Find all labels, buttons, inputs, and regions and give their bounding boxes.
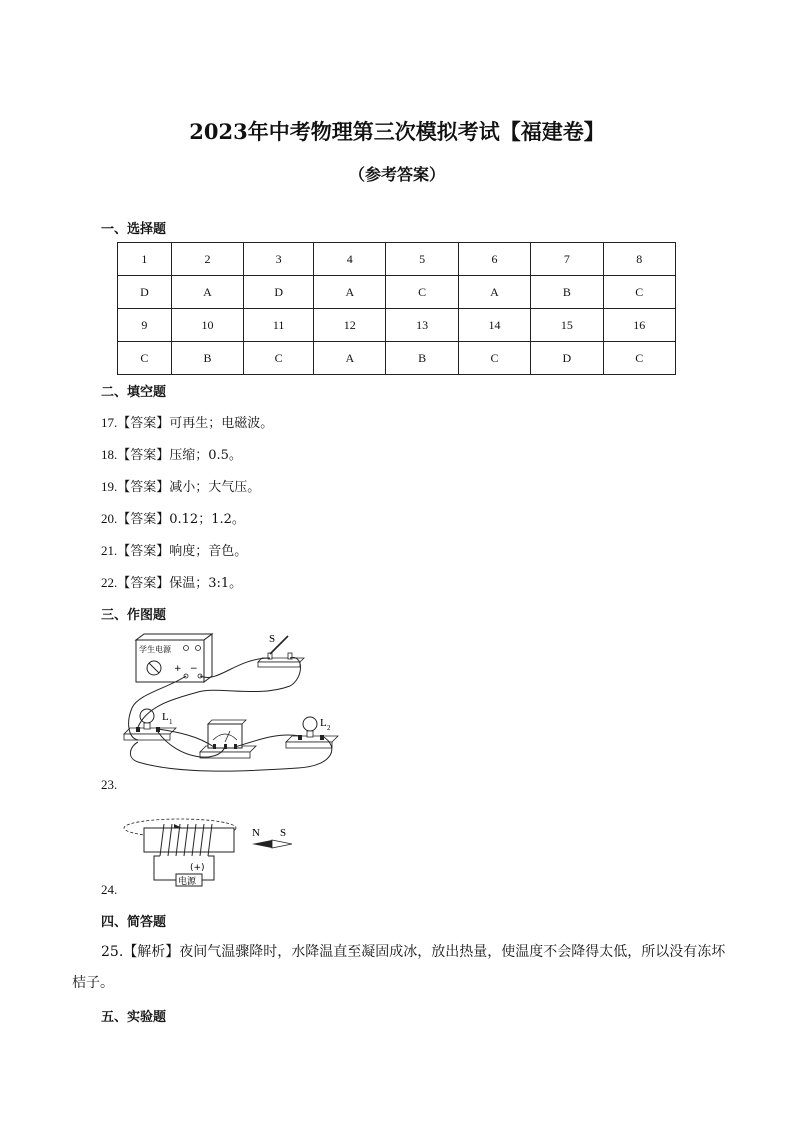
- table-cell: A: [314, 342, 386, 375]
- table-cell: C: [603, 276, 675, 309]
- answer-text: 【答案】减小；大气压。: [117, 480, 261, 495]
- lamp2-subscript: 2: [327, 724, 331, 732]
- table-cell: B: [386, 342, 458, 375]
- power-supply: [136, 634, 212, 682]
- table-cell: D: [244, 276, 314, 309]
- plus-label: (+): [190, 863, 205, 873]
- table-cell: 3: [244, 243, 314, 276]
- answer-18: [101, 444, 242, 463]
- answer-text: 【答案】0.12；1.2。: [117, 512, 245, 527]
- bulb-icon: [140, 709, 154, 723]
- answer-22: [101, 572, 242, 591]
- answer-text: 【答案】响度；音色。: [117, 544, 248, 559]
- power-label: 学生电源: [139, 645, 171, 654]
- switch-label: S: [269, 633, 276, 645]
- lamp2-label: L: [320, 717, 327, 729]
- answer-number: 20.: [101, 511, 118, 526]
- answer-number: 18.: [101, 447, 118, 462]
- table-cell: B: [171, 342, 243, 375]
- section-heading-experiment: 五、实验题: [101, 1010, 167, 1025]
- answer-25: 25.【解析】夜间气温骤降时，水降温直至凝固成冰，放出热量，使温度不会降得太低，所以没有冻坏桔子。: [72, 944, 726, 991]
- table-cell: 10: [171, 309, 243, 342]
- table-row: [118, 342, 676, 375]
- ammeter: [200, 720, 256, 758]
- table-cell: C: [458, 342, 530, 375]
- section-heading-drawing: 三、作图题: [101, 608, 167, 623]
- answer-text: 【答案】压缩；0.5。: [117, 448, 242, 463]
- table-cell: C: [603, 342, 675, 375]
- lamp1-label: L: [162, 711, 169, 723]
- section-heading-fill: 二、填空题: [101, 385, 167, 400]
- bulb-icon: [303, 717, 317, 731]
- table-row: [118, 309, 676, 342]
- compass-needle: [252, 827, 292, 848]
- table-cell: 11: [244, 309, 314, 342]
- source-label: 电源: [178, 877, 197, 887]
- table-row: [118, 243, 676, 276]
- answer-19: [101, 476, 260, 495]
- table-cell: B: [531, 276, 603, 309]
- answer-number: 17.: [101, 415, 118, 430]
- figure-24-number: 24.: [101, 882, 118, 897]
- table-row: [118, 276, 676, 309]
- table-cell: C: [244, 342, 314, 375]
- table-cell: 4: [314, 243, 386, 276]
- table-cell: 9: [118, 309, 172, 342]
- circuit-diagram: [118, 628, 358, 776]
- south-label: S: [280, 827, 287, 839]
- table-cell: D: [531, 342, 603, 375]
- solenoid-diagram: [120, 808, 300, 890]
- table-cell: 16: [603, 309, 675, 342]
- answer-20: [101, 508, 245, 527]
- table-cell: 1: [118, 243, 172, 276]
- figure-23-number: 23.: [101, 777, 118, 792]
- page-title: 2023年中考物理第三次模拟考试【福建卷】: [189, 119, 605, 144]
- plus-sign: +: [174, 664, 182, 674]
- table-cell: 6: [458, 243, 530, 276]
- table-cell: 8: [603, 243, 675, 276]
- table-cell: 15: [531, 309, 603, 342]
- answer-table: [117, 242, 676, 375]
- minus-sign: −: [190, 664, 198, 674]
- iron-core: [144, 828, 234, 852]
- table-cell: 13: [386, 309, 458, 342]
- page-subtitle: （参考答案）: [348, 165, 445, 184]
- answer-number: 21.: [101, 543, 118, 558]
- table-cell: C: [118, 342, 172, 375]
- table-cell: 7: [531, 243, 603, 276]
- table-cell: 14: [458, 309, 530, 342]
- table-cell: A: [314, 276, 386, 309]
- table-cell: 5: [386, 243, 458, 276]
- table-cell: A: [171, 276, 243, 309]
- switch: [258, 633, 304, 667]
- table-cell: D: [118, 276, 172, 309]
- table-cell: 12: [314, 309, 386, 342]
- section-heading-choice: 一、选择题: [101, 222, 167, 237]
- answer-17: [101, 412, 273, 431]
- table-cell: C: [386, 276, 458, 309]
- section-heading-short: 四、简答题: [101, 915, 167, 930]
- answer-21: [101, 540, 247, 559]
- answer-number: 22.: [101, 575, 118, 590]
- table-cell: A: [458, 276, 530, 309]
- north-label: N: [252, 827, 260, 839]
- table-cell: 2: [171, 243, 243, 276]
- answer-text: 【答案】可再生；电磁波。: [117, 416, 274, 431]
- answer-number: 19.: [101, 479, 118, 494]
- answer-text: 【答案】保温；3:1。: [117, 576, 243, 591]
- lamp1-subscript: 1: [169, 718, 173, 726]
